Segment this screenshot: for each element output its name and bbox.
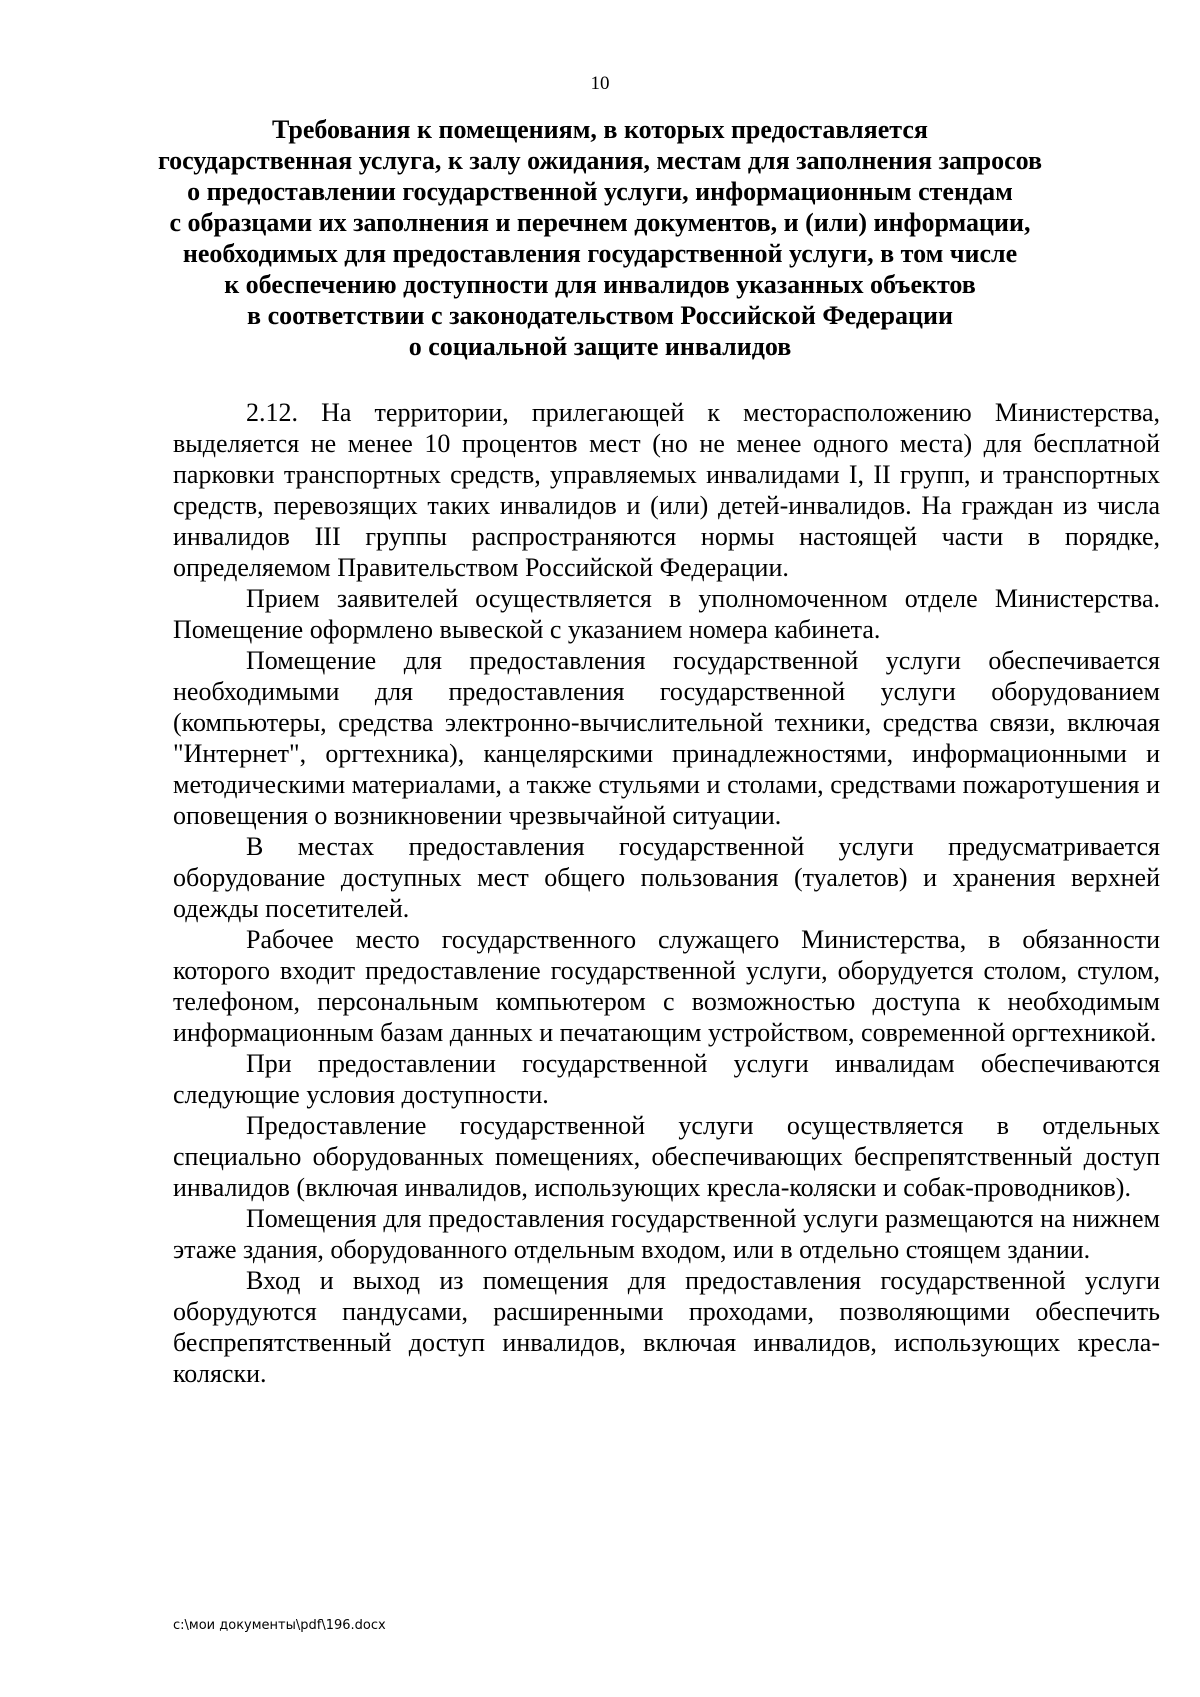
section-title-line: государственная услуга, к залу ожидания, местам для заполнения запросов — [157, 146, 1043, 175]
footer-file-path: c:\мои документы\pdf\196.docx — [173, 1618, 386, 1633]
paragraph-reception: Прием заявителей осуществляется в уполномоченном отделе Министерства. Помещение оформлено вывеской с указанием номера кабинета. — [173, 584, 1160, 644]
section-title-line: в соответствии с законодательством Российской Федерации — [247, 301, 953, 330]
section-title — [130, 114, 1070, 362]
section-title-line: необходимых для предоставления государственной услуги, в том числе — [182, 239, 1018, 268]
section-title-line: о социальной защите инвалидов — [408, 332, 792, 361]
paragraph-2-12-parking: 2.12. На территории, прилегающей к месторасположению Министерства, выделяется не менее 10 процентов мест (но не менее одного места) для бесплатной парковки транспортных средств, управляемых инвалидами I, II групп, и транспортных средств, перевозящих таких инвалидов и (или) детей-инвалидов. На граждан из числа инвалидов III группы распространяются нормы настоящей части в порядке, определяемом Правительством Российской Федерации. — [173, 398, 1160, 582]
paragraph-accessibility-intro: При предоставлении государственной услуги инвалидам обеспечиваются следующие условия доступности. — [173, 1049, 1160, 1109]
section-title-line: с образцами их заполнения и перечнем документов, и (или) информации, — [169, 208, 1031, 237]
paragraph-equipment: Помещение для предоставления государственной услуги обеспечивается необходимыми для предоставления государственной услуги оборудованием (компьютеры, средства электронно-вычислительной техники, средства связи, включая "Интернет", оргтехника), канцелярскими принадлежностями, информационными и методическими материалами, а также стульями и столами, средствами пожаротушения и оповещения о возникновении чрезвычайной ситуации. — [173, 646, 1160, 830]
section-title-line: о предоставлении государственной услуги, информационным стендам — [187, 177, 1013, 206]
document-body — [173, 397, 1160, 1389]
paragraph-workplace: Рабочее место государственного служащего Министерства, в обязанности которого входит предоставление государственной услуги, оборудуется столом, стулом, телефоном, персональным компьютером с возможностью доступа к необходимым информационным базам данных и печатающим устройством, современной оргтехникой. — [173, 925, 1160, 1047]
paragraph-common-areas: В местах предоставления государственной услуги предусматривается оборудование доступных мест общего пользования (туалетов) и хранения верхней одежды посетителей. — [173, 832, 1160, 923]
page-number: 10 — [590, 73, 610, 94]
paragraph-ground-floor: Помещения для предоставления государственной услуги размещаются на нижнем этаже здания, оборудованного отдельным входом, или в отдельно стоящем здании. — [173, 1204, 1160, 1264]
section-title-line: к обеспечению доступности для инвалидов указанных объектов — [224, 270, 976, 299]
paragraph-separate-rooms: Предоставление государственной услуги осуществляется в отдельных специально оборудованных помещениях, обеспечивающих беспрепятственный доступ инвалидов (включая инвалидов, использующих кресла-коляски и собак-проводников). — [173, 1111, 1160, 1202]
section-title-line: Требования к помещениям, в которых предоставляется — [272, 115, 928, 144]
paragraph-ramps: Вход и выход из помещения для предоставления государственной услуги оборудуются пандусами, расширенными проходами, позволяющими обеспечить беспрепятственный доступ инвалидов, включая инвалидов, использующих кресла-коляски. — [173, 1266, 1160, 1388]
